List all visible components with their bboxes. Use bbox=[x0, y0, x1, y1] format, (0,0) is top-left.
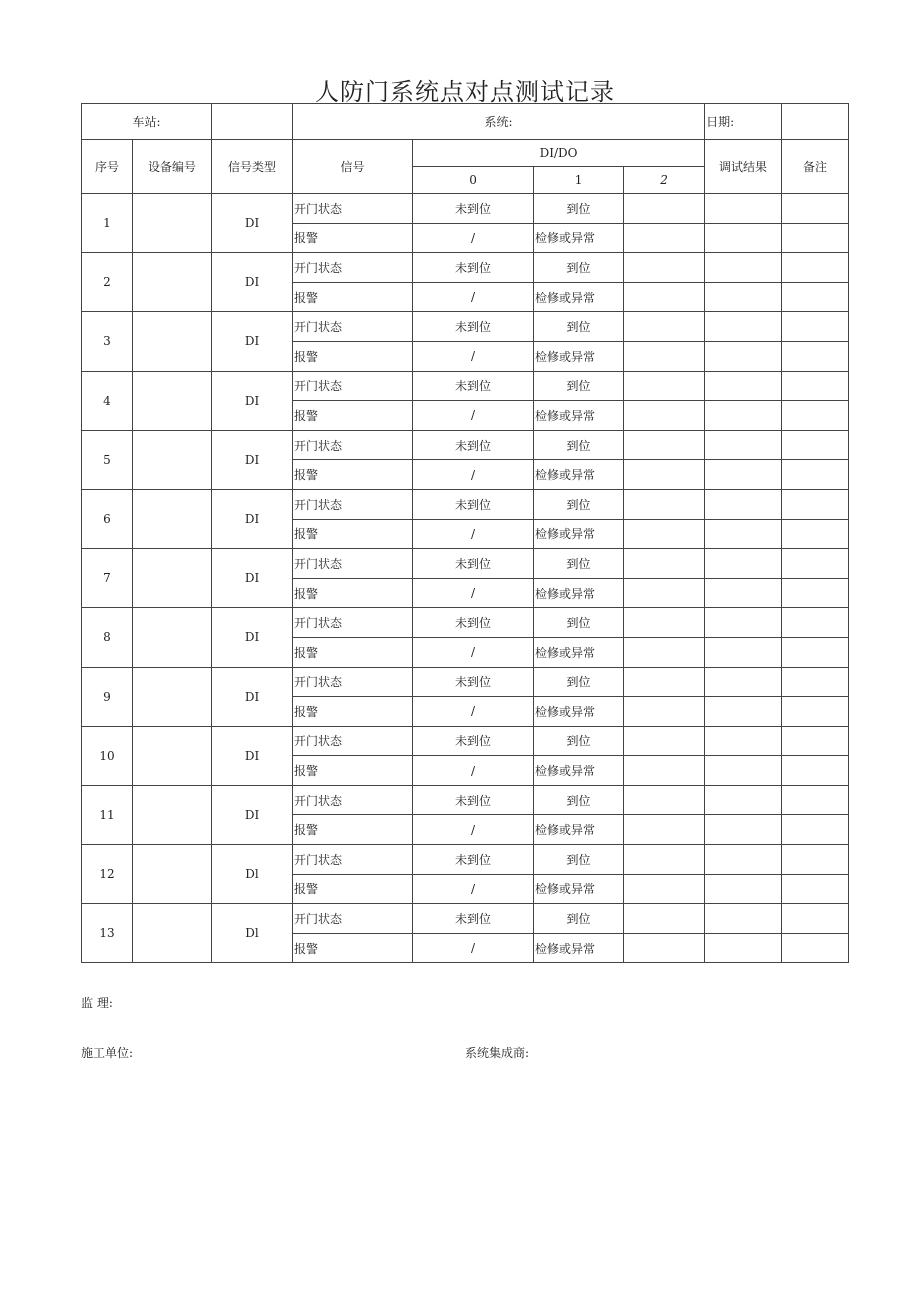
value-1-cell: 检修或异常 bbox=[534, 874, 624, 904]
signal-type-cell: DI bbox=[212, 489, 293, 548]
signal-name-cell: 报警 bbox=[293, 697, 413, 727]
remark-cell[interactable] bbox=[782, 460, 849, 490]
result-cell[interactable] bbox=[705, 578, 782, 608]
signal-name-cell: 报警 bbox=[293, 401, 413, 431]
column-header-row bbox=[82, 140, 849, 167]
value-0-cell: / bbox=[413, 460, 534, 490]
remark-cell[interactable] bbox=[782, 697, 849, 727]
value-2-cell[interactable] bbox=[624, 223, 705, 253]
remark-cell[interactable] bbox=[782, 933, 849, 963]
table-row bbox=[82, 312, 849, 342]
value-1-cell: 检修或异常 bbox=[534, 815, 624, 845]
seq-cell: 10 bbox=[82, 726, 133, 785]
value-1-cell: 检修或异常 bbox=[534, 933, 624, 963]
table-row bbox=[82, 253, 849, 283]
remark-cell[interactable] bbox=[782, 785, 849, 815]
value-2-cell[interactable] bbox=[624, 578, 705, 608]
remark-cell[interactable] bbox=[782, 726, 849, 756]
value-2-cell[interactable] bbox=[624, 341, 705, 371]
station-value[interactable] bbox=[212, 104, 293, 140]
result-cell[interactable] bbox=[705, 667, 782, 697]
table-row bbox=[82, 430, 849, 460]
value-2-cell[interactable] bbox=[624, 756, 705, 786]
integrator-label: 系统集成商: bbox=[465, 1046, 530, 1060]
remark-cell[interactable] bbox=[782, 401, 849, 431]
remark-cell[interactable] bbox=[782, 874, 849, 904]
signal-name-cell: 开门状态 bbox=[293, 845, 413, 875]
value-2-cell[interactable] bbox=[624, 815, 705, 845]
station-label: 车站: bbox=[82, 104, 212, 140]
signal-name-cell: 开门状态 bbox=[293, 253, 413, 283]
value-1-cell: 检修或异常 bbox=[534, 519, 624, 549]
value-2-cell[interactable] bbox=[624, 697, 705, 727]
value-0-cell: 未到位 bbox=[413, 253, 534, 283]
value-1-cell: 到位 bbox=[534, 371, 624, 401]
result-cell[interactable] bbox=[705, 785, 782, 815]
result-cell[interactable] bbox=[705, 874, 782, 904]
signal-type-cell: DI bbox=[212, 608, 293, 667]
remark-cell[interactable] bbox=[782, 815, 849, 845]
value-2-cell[interactable] bbox=[624, 282, 705, 312]
header-info-row bbox=[82, 104, 849, 140]
signal-name-cell: 开门状态 bbox=[293, 430, 413, 460]
value-0-cell: / bbox=[413, 282, 534, 312]
value-1-cell: 到位 bbox=[534, 489, 624, 519]
result-cell[interactable] bbox=[705, 815, 782, 845]
value-0-cell: 未到位 bbox=[413, 667, 534, 697]
value-0-cell: 未到位 bbox=[413, 608, 534, 638]
result-cell[interactable] bbox=[705, 489, 782, 519]
remark-cell[interactable] bbox=[782, 756, 849, 786]
result-cell[interactable] bbox=[705, 519, 782, 549]
value-1-cell: 到位 bbox=[534, 667, 624, 697]
col-signal: 信号 bbox=[293, 140, 413, 194]
device-no-cell[interactable] bbox=[133, 904, 212, 963]
value-2-cell[interactable] bbox=[624, 608, 705, 638]
value-2-cell[interactable] bbox=[624, 460, 705, 490]
system-label: 系统: bbox=[293, 104, 705, 140]
signal-type-cell: DI bbox=[212, 312, 293, 371]
signal-name-cell: 开门状态 bbox=[293, 904, 413, 934]
remark-cell[interactable] bbox=[782, 371, 849, 401]
col-device-no: 设备编号 bbox=[133, 140, 212, 194]
value-2-cell[interactable] bbox=[624, 667, 705, 697]
value-0-cell: 未到位 bbox=[413, 430, 534, 460]
remark-cell[interactable] bbox=[782, 637, 849, 667]
device-no-cell[interactable] bbox=[133, 608, 212, 667]
seq-cell: 3 bbox=[82, 312, 133, 371]
value-2-cell[interactable] bbox=[624, 904, 705, 934]
value-0-cell: 未到位 bbox=[413, 726, 534, 756]
value-1-cell: 检修或异常 bbox=[534, 282, 624, 312]
signal-name-cell: 开门状态 bbox=[293, 667, 413, 697]
signal-name-cell: 报警 bbox=[293, 637, 413, 667]
result-cell[interactable] bbox=[705, 904, 782, 934]
value-1-cell: 到位 bbox=[534, 253, 624, 283]
signal-name-cell: 报警 bbox=[293, 578, 413, 608]
table-row bbox=[82, 904, 849, 934]
value-2-cell[interactable] bbox=[624, 845, 705, 875]
value-2-cell[interactable] bbox=[624, 874, 705, 904]
device-no-cell[interactable] bbox=[133, 194, 212, 253]
seq-cell: 12 bbox=[82, 845, 133, 904]
value-0-cell: / bbox=[413, 874, 534, 904]
result-cell[interactable] bbox=[705, 282, 782, 312]
value-1-cell: 检修或异常 bbox=[534, 756, 624, 786]
result-cell[interactable] bbox=[705, 637, 782, 667]
remark-cell[interactable] bbox=[782, 194, 849, 224]
remark-cell[interactable] bbox=[782, 341, 849, 371]
value-1-cell: 到位 bbox=[534, 845, 624, 875]
value-2-cell[interactable] bbox=[624, 785, 705, 815]
remark-cell[interactable] bbox=[782, 845, 849, 875]
result-cell[interactable] bbox=[705, 341, 782, 371]
value-0-cell: / bbox=[413, 815, 534, 845]
value-2-cell[interactable] bbox=[624, 401, 705, 431]
device-no-cell[interactable] bbox=[133, 667, 212, 726]
value-1-cell: 检修或异常 bbox=[534, 637, 624, 667]
signal-type-cell: DI bbox=[212, 371, 293, 430]
col-value-1: 1 bbox=[534, 167, 624, 194]
table-row bbox=[82, 608, 849, 638]
date-label: 日期: bbox=[705, 104, 782, 140]
result-cell[interactable] bbox=[705, 845, 782, 875]
value-0-cell: 未到位 bbox=[413, 489, 534, 519]
seq-cell: 11 bbox=[82, 785, 133, 844]
remark-cell[interactable] bbox=[782, 608, 849, 638]
signal-name-cell: 报警 bbox=[293, 519, 413, 549]
value-1-cell: 检修或异常 bbox=[534, 697, 624, 727]
result-cell[interactable] bbox=[705, 608, 782, 638]
device-no-cell[interactable] bbox=[133, 549, 212, 608]
signal-name-cell: 开门状态 bbox=[293, 608, 413, 638]
signal-name-cell: 开门状态 bbox=[293, 489, 413, 519]
signal-type-cell: DI bbox=[212, 194, 293, 253]
result-cell[interactable] bbox=[705, 697, 782, 727]
remark-cell[interactable] bbox=[782, 253, 849, 283]
seq-cell: 13 bbox=[82, 904, 133, 963]
result-cell[interactable] bbox=[705, 756, 782, 786]
result-cell[interactable] bbox=[705, 726, 782, 756]
value-0-cell: / bbox=[413, 223, 534, 253]
value-1-cell: 到位 bbox=[534, 608, 624, 638]
value-2-cell[interactable] bbox=[624, 549, 705, 579]
value-0-cell: 未到位 bbox=[413, 904, 534, 934]
table-row bbox=[82, 371, 849, 401]
value-1-cell: 检修或异常 bbox=[534, 578, 624, 608]
col-remark: 备注 bbox=[782, 140, 849, 194]
value-1-cell: 到位 bbox=[534, 549, 624, 579]
value-2-cell[interactable] bbox=[624, 489, 705, 519]
seq-cell: 9 bbox=[82, 667, 133, 726]
value-1-cell: 检修或异常 bbox=[534, 401, 624, 431]
remark-cell[interactable] bbox=[782, 519, 849, 549]
seq-cell: 4 bbox=[82, 371, 133, 430]
value-0-cell: / bbox=[413, 519, 534, 549]
value-1-cell: 到位 bbox=[534, 785, 624, 815]
device-no-cell[interactable] bbox=[133, 371, 212, 430]
table-row bbox=[82, 549, 849, 579]
value-0-cell: / bbox=[413, 637, 534, 667]
signal-type-cell: Dl bbox=[212, 904, 293, 963]
value-2-cell[interactable] bbox=[624, 519, 705, 549]
signal-type-cell: DI bbox=[212, 549, 293, 608]
signal-name-cell: 报警 bbox=[293, 282, 413, 312]
signal-type-cell: DI bbox=[212, 253, 293, 312]
remark-cell[interactable] bbox=[782, 430, 849, 460]
value-0-cell: / bbox=[413, 756, 534, 786]
signal-name-cell: 开门状态 bbox=[293, 194, 413, 224]
device-no-cell[interactable] bbox=[133, 726, 212, 785]
device-no-cell[interactable] bbox=[133, 785, 212, 844]
signal-type-cell: DI bbox=[212, 667, 293, 726]
value-1-cell: 检修或异常 bbox=[534, 223, 624, 253]
value-1-cell: 检修或异常 bbox=[534, 341, 624, 371]
col-dido: DI/DO bbox=[413, 140, 705, 167]
construction-unit-label: 施工单位: bbox=[81, 1046, 134, 1060]
value-0-cell: 未到位 bbox=[413, 312, 534, 342]
result-cell[interactable] bbox=[705, 430, 782, 460]
result-cell[interactable] bbox=[705, 223, 782, 253]
seq-cell: 7 bbox=[82, 549, 133, 608]
date-value[interactable] bbox=[782, 104, 849, 140]
value-1-cell: 到位 bbox=[534, 726, 624, 756]
signal-name-cell: 报警 bbox=[293, 933, 413, 963]
result-cell[interactable] bbox=[705, 460, 782, 490]
result-cell[interactable] bbox=[705, 194, 782, 224]
value-2-cell[interactable] bbox=[624, 726, 705, 756]
value-2-cell[interactable] bbox=[624, 637, 705, 667]
signal-name-cell: 开门状态 bbox=[293, 371, 413, 401]
signal-type-cell: DI bbox=[212, 726, 293, 785]
remark-cell[interactable] bbox=[782, 578, 849, 608]
remark-cell[interactable] bbox=[782, 489, 849, 519]
value-0-cell: / bbox=[413, 697, 534, 727]
table-row bbox=[82, 489, 849, 519]
value-0-cell: 未到位 bbox=[413, 785, 534, 815]
value-0-cell: 未到位 bbox=[413, 549, 534, 579]
col-result: 调试结果 bbox=[705, 140, 782, 194]
remark-cell[interactable] bbox=[782, 549, 849, 579]
signal-name-cell: 开门状态 bbox=[293, 785, 413, 815]
signal-name-cell: 报警 bbox=[293, 874, 413, 904]
col-seq: 序号 bbox=[82, 140, 133, 194]
remark-cell[interactable] bbox=[782, 312, 849, 342]
value-0-cell: 未到位 bbox=[413, 371, 534, 401]
device-no-cell[interactable] bbox=[133, 253, 212, 312]
value-1-cell: 到位 bbox=[534, 904, 624, 934]
result-cell[interactable] bbox=[705, 933, 782, 963]
value-1-cell: 到位 bbox=[534, 430, 624, 460]
value-0-cell: / bbox=[413, 401, 534, 431]
table-row bbox=[82, 667, 849, 697]
device-no-cell[interactable] bbox=[133, 845, 212, 904]
remark-cell[interactable] bbox=[782, 282, 849, 312]
device-no-cell[interactable] bbox=[133, 489, 212, 548]
signal-type-cell: DI bbox=[212, 430, 293, 489]
seq-cell: 5 bbox=[82, 430, 133, 489]
value-2-cell[interactable] bbox=[624, 194, 705, 224]
value-0-cell: / bbox=[413, 933, 534, 963]
device-no-cell[interactable] bbox=[133, 312, 212, 371]
value-2-cell[interactable] bbox=[624, 430, 705, 460]
value-2-cell[interactable] bbox=[624, 933, 705, 963]
table-row bbox=[82, 785, 849, 815]
seq-cell: 6 bbox=[82, 489, 133, 548]
remark-cell[interactable] bbox=[782, 667, 849, 697]
signal-type-cell: DI bbox=[212, 785, 293, 844]
table-row bbox=[82, 726, 849, 756]
value-2-cell[interactable] bbox=[624, 371, 705, 401]
seq-cell: 2 bbox=[82, 253, 133, 312]
signal-name-cell: 报警 bbox=[293, 223, 413, 253]
result-cell[interactable] bbox=[705, 312, 782, 342]
value-2-cell[interactable] bbox=[624, 312, 705, 342]
value-2-cell[interactable] bbox=[624, 253, 705, 283]
remark-cell[interactable] bbox=[782, 223, 849, 253]
test-record-table bbox=[81, 103, 849, 963]
table-row bbox=[82, 194, 849, 224]
col-value-2: 2 bbox=[624, 167, 705, 194]
signal-name-cell: 开门状态 bbox=[293, 312, 413, 342]
value-0-cell: 未到位 bbox=[413, 194, 534, 224]
value-1-cell: 检修或异常 bbox=[534, 460, 624, 490]
value-0-cell: / bbox=[413, 341, 534, 371]
value-0-cell: / bbox=[413, 578, 534, 608]
supervision-label: 监 理: bbox=[81, 996, 113, 1010]
col-value-0: 0 bbox=[413, 167, 534, 194]
value-1-cell: 到位 bbox=[534, 194, 624, 224]
result-cell[interactable] bbox=[705, 253, 782, 283]
signal-name-cell: 开门状态 bbox=[293, 549, 413, 579]
signal-name-cell: 开门状态 bbox=[293, 726, 413, 756]
remark-cell[interactable] bbox=[782, 904, 849, 934]
signal-name-cell: 报警 bbox=[293, 756, 413, 786]
result-cell[interactable] bbox=[705, 401, 782, 431]
signal-name-cell: 报警 bbox=[293, 815, 413, 845]
page-title: 人防门系统点对点测试记录 bbox=[315, 78, 615, 106]
result-cell[interactable] bbox=[705, 371, 782, 401]
result-cell[interactable] bbox=[705, 549, 782, 579]
value-0-cell: 未到位 bbox=[413, 845, 534, 875]
signal-type-cell: Dl bbox=[212, 845, 293, 904]
signal-name-cell: 报警 bbox=[293, 341, 413, 371]
seq-cell: 1 bbox=[82, 194, 133, 253]
seq-cell: 8 bbox=[82, 608, 133, 667]
col-signal-type: 信号类型 bbox=[212, 140, 293, 194]
device-no-cell[interactable] bbox=[133, 430, 212, 489]
signal-name-cell: 报警 bbox=[293, 460, 413, 490]
table-row bbox=[82, 845, 849, 875]
value-1-cell: 到位 bbox=[534, 312, 624, 342]
